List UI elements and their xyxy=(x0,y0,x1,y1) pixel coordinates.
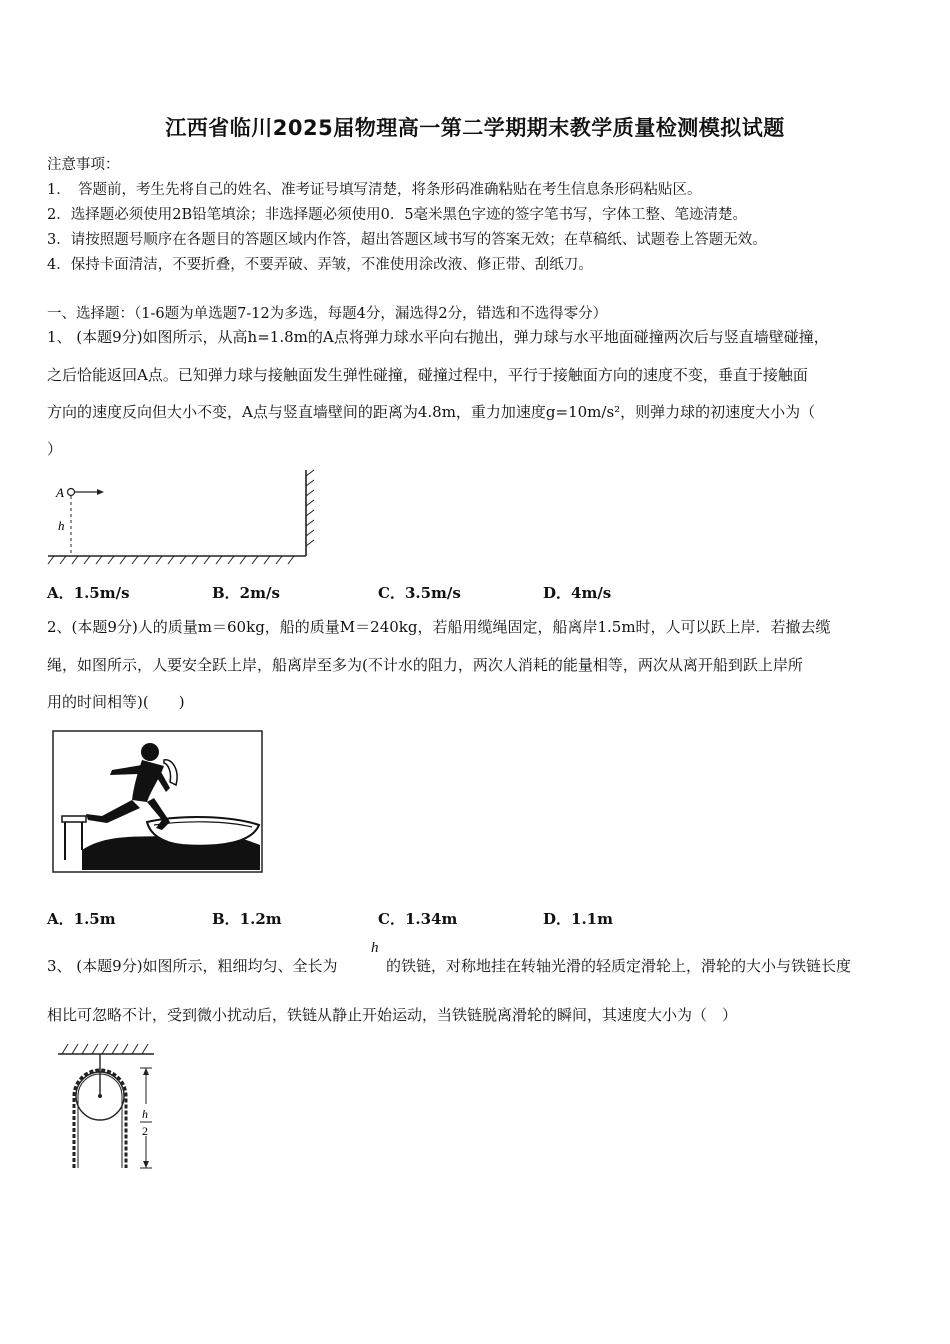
question-1-line-2: 之后恰能返回A点。已知弹力球与接触面发生弹性碰撞，碰撞过程中，平行于接触面方向的速度不变，垂直于接触面 xyxy=(47,366,808,384)
height-label: h xyxy=(58,518,65,533)
question-2-line-1: 2、(本题9分)人的质量m＝60kg，船的质量M＝240kg，若船用缆绳固定，船离岸1.5m时，人可以跃上岸．若撤去缆 xyxy=(47,618,831,636)
question-2-line-2: 绳，如图所示，人要安全跃上岸，船离岸至多为(不计水的阻力，两次人消耗的能量相等，两次从离开船到跃上岸所 xyxy=(47,656,803,674)
question-1-line-1: 1、 (本题9分)如图所示，从高h=1.8m的A点将弹力球水平向右抛出，弹力球与水平地面碰撞两次后与竖直墙壁碰撞， xyxy=(47,328,829,346)
option-a[interactable]: A．1.5m xyxy=(47,910,116,928)
option-b[interactable]: B．1.2m xyxy=(212,910,282,928)
question-3-line-1b: 的铁链，对称地挂在转轴光滑的轻质定滑轮上，滑轮的大小与铁链长度 xyxy=(386,957,852,975)
section-heading: 一、选择题：（1-6题为单选题7-12为多选，每题4分，漏选得2分，错选和不选得零分） xyxy=(47,306,608,322)
question-2-figure xyxy=(52,730,264,874)
option-b[interactable]: B．2m/s xyxy=(212,584,280,602)
option-d[interactable]: D．1.1m xyxy=(543,910,613,928)
question-1-figure xyxy=(44,468,319,568)
inline-symbol-h: h xyxy=(371,940,379,956)
question-1-line-4: ） xyxy=(47,440,63,458)
option-c[interactable]: C．1.34m xyxy=(378,910,458,928)
option-a[interactable]: A．1.5m/s xyxy=(47,584,130,602)
option-c[interactable]: C．3.5m/s xyxy=(378,584,461,602)
question-1-line-3: 方向的速度反向但大小不变，A点与竖直墙壁间的距离为4.8m，重力加速度g=10m/s²，则弹力球的初速度大小为（ xyxy=(47,403,816,421)
notice-item: 4．保持卡面清洁，不要折叠，不要弄破、弄皱，不准使用涂改液、修正带、刮纸刀。 xyxy=(47,257,593,273)
notice-heading: 注意事项： xyxy=(47,157,120,173)
option-d[interactable]: D．4m/s xyxy=(543,584,612,602)
point-a-label: A xyxy=(56,485,64,500)
notice-item: 2．选择题必须使用2B铅笔填涂；非选择题必须使用0．5毫米黑色字迹的签字笔书写，字体工整、笔迹清楚。 xyxy=(47,207,748,223)
fraction-denominator: 2 xyxy=(142,1124,148,1138)
fraction-numerator: h xyxy=(142,1107,148,1121)
question-3-line-2: 相比可忽略不计，受到微小扰动后，铁链从静止开始运动，当铁链脱离滑轮的瞬间，其速度大小为（ ） xyxy=(47,1006,738,1024)
notice-item: 1． 答题前，考生先将自己的姓名、准考证号填写清楚，将条形码准确粘贴在考生信息条形码粘贴区。 xyxy=(47,182,702,198)
question-3-figure xyxy=(56,1040,160,1176)
question-2-line-3: 用的时间相等)( ) xyxy=(47,693,185,711)
question-3-line-1a: 3、 (本题9分)如图所示，粗细均匀、全长为 xyxy=(47,957,338,975)
notice-item: 3．请按照题号顺序在各题目的答题区域内作答，超出答题区域书写的答案无效；在草稿纸、试题卷上答题无效。 xyxy=(47,232,767,248)
page-title: 江西省临川2025届物理高一第二学期期末教学质量检测模拟试题 xyxy=(165,116,785,140)
